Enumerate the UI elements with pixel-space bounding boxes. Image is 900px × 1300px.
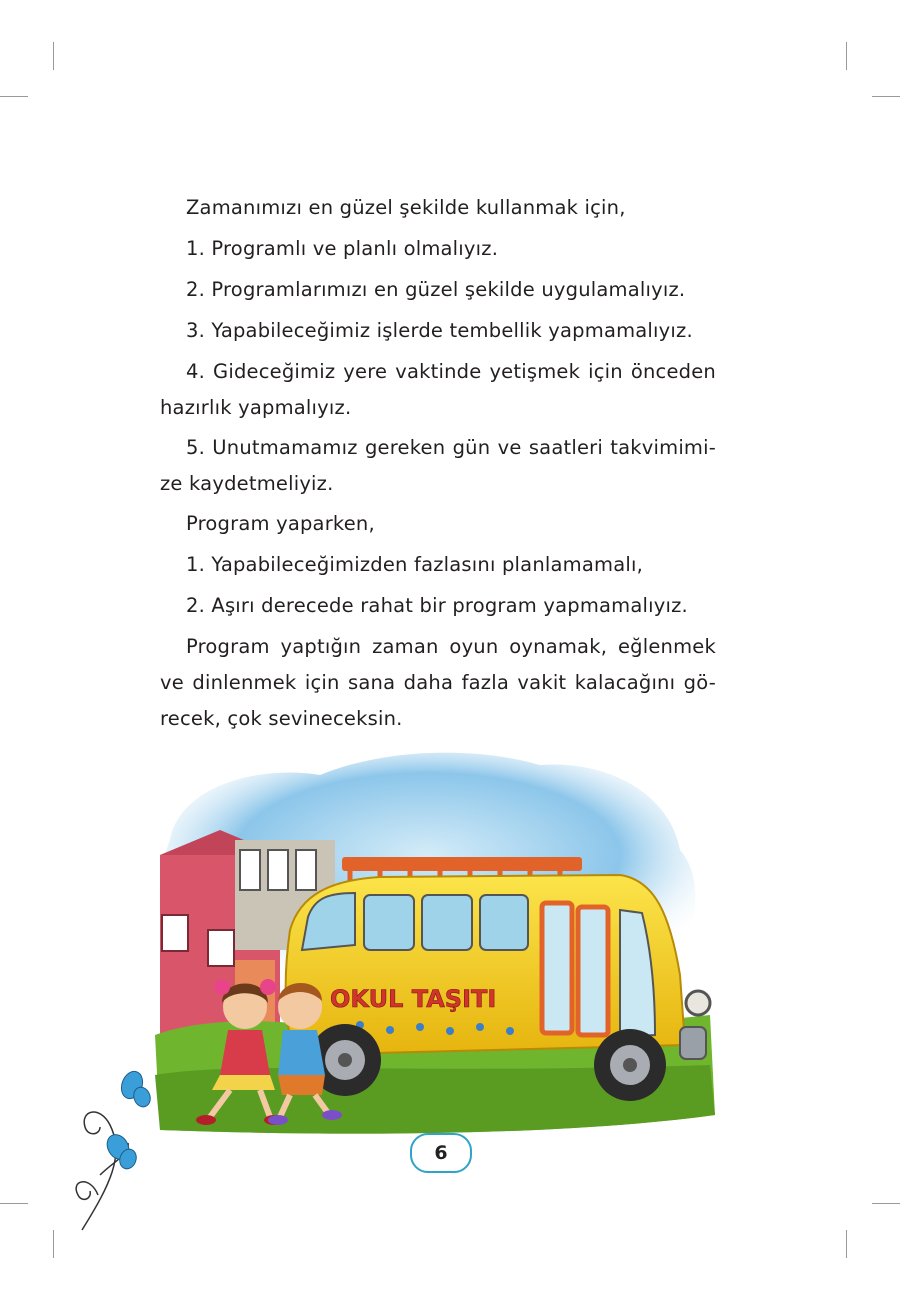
list-item-4-line-1: 4. Gideceğimiz yere vaktinde yetişmek için önceden <box>186 360 716 383</box>
list-item-5-line-2: ze kaydetmeliyiz. <box>160 472 334 495</box>
list-item-4-line-2: hazırlık yapmalıyız. <box>160 396 352 419</box>
crop-mark <box>53 1230 54 1258</box>
program-intro-line: Program yaparken, <box>186 512 375 535</box>
butterfly-ornament <box>70 1065 170 1235</box>
intro-line: Zamanımızı en güzel şekilde kullanmak için, <box>186 196 626 219</box>
page-number-badge <box>410 1133 472 1173</box>
crop-mark <box>872 1203 900 1204</box>
crop-mark <box>0 96 28 97</box>
bus-label: OKUL TAŞITI <box>330 985 497 1013</box>
rule-item-2: 2. Aşırı derecede rahat bir program yapmamalıyız. <box>186 594 688 617</box>
closing-line-3: recek, çok sevineceksin. <box>160 707 403 730</box>
crop-mark <box>846 1230 847 1258</box>
rule-item-1: 1. Yapabileceğimizden fazlasını planlamamalı, <box>186 553 643 576</box>
crop-mark <box>53 42 54 70</box>
closing-line-2: ve dinlenmek için sana daha fazla vakit kalacağını gö- <box>160 671 716 694</box>
crop-mark <box>872 96 900 97</box>
page-number: 6 <box>434 1142 448 1164</box>
list-item-1: 1. Programlı ve planlı olmalıyız. <box>186 237 499 260</box>
bus-wheel-front <box>594 1029 666 1101</box>
list-item-5-line-1: 5. Unutmamamız gereken gün ve saatleri takvimimi- <box>186 436 716 459</box>
list-item-3: 3. Yapabileceğimiz işlerde tembellik yapmamalıyız. <box>186 319 693 342</box>
list-item-2: 2. Programlarımızı en güzel şekilde uygulamalıyız. <box>186 278 686 301</box>
butterfly-icon <box>103 1131 139 1171</box>
crop-mark <box>0 1203 28 1204</box>
butterfly-icon <box>118 1068 153 1109</box>
school-bus-illustration <box>150 745 720 1140</box>
closing-line-1: Program yaptığın zaman oyun oynamak, eğlenmek <box>186 635 716 658</box>
crop-mark <box>846 42 847 70</box>
